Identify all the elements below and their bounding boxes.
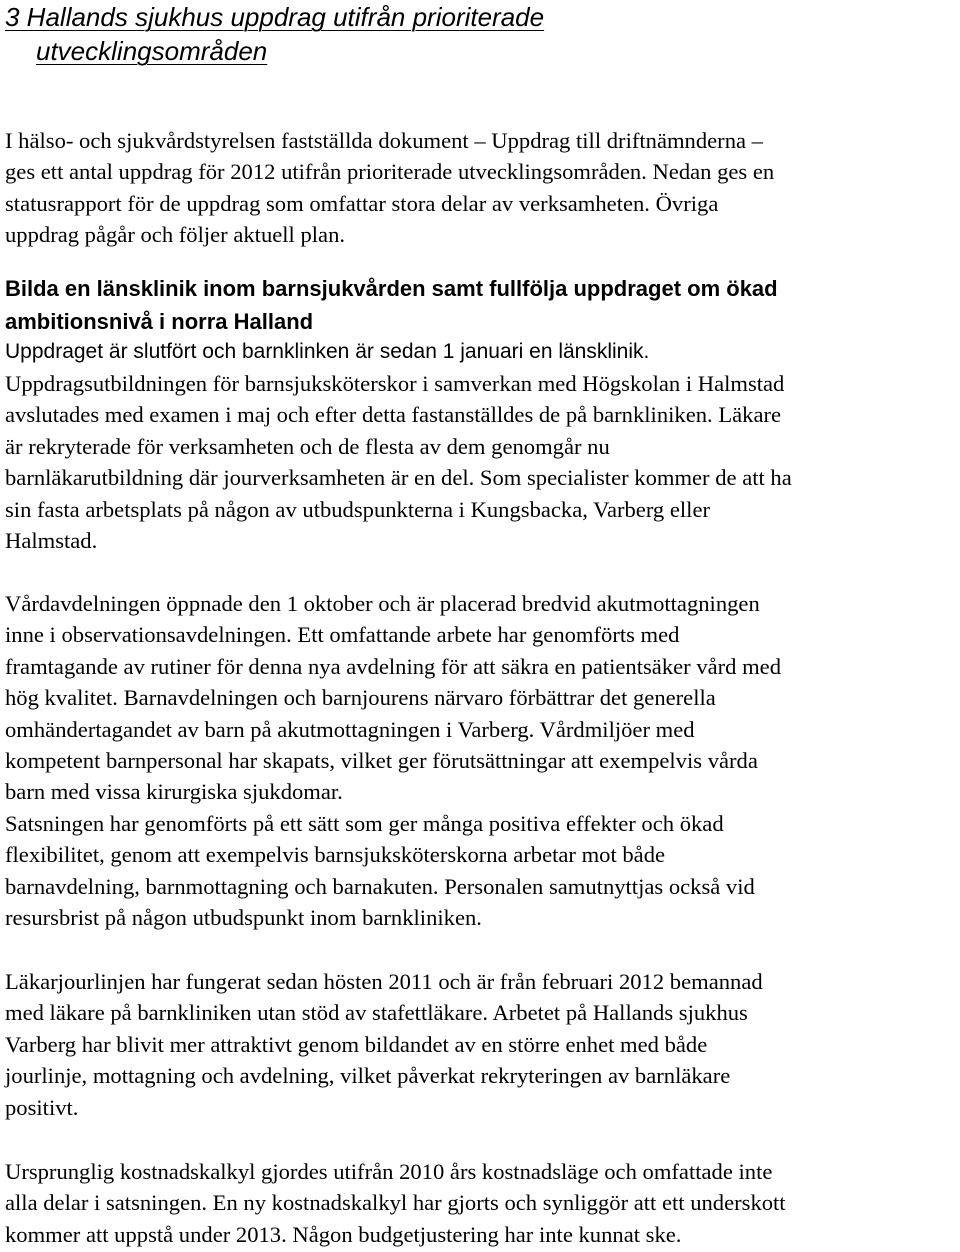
section-heading-line-1: 3 Hallands sjukhus uppdrag utifrån prioriterade: [5, 2, 545, 32]
intro-line: statusrapport för de uppdrag som omfattar stora delar av verksamheten. Övriga: [5, 190, 719, 216]
paragraph-line: Ursprunglig kostnadskalkyl gjordes utifrån 2010 års kostnadsläge och omfattade inte: [5, 1159, 773, 1184]
intro-line: ges ett antal uppdrag för 2012 utifrån prioriterade utvecklingsområden. Nedan ges en: [5, 159, 775, 185]
paragraph-line: Läkarjourlinjen har fungerat sedan hösten 2011 och är från februari 2012 bemannad: [5, 969, 763, 994]
paragraph-line: inne i observationsavdelningen. Ett omfattande arbete har genomförts med: [5, 622, 680, 648]
paragraph-line: barn med vissa kirurgiska sjukdomar.: [5, 779, 343, 805]
paragraph-on-call: [5, 966, 960, 1123]
status-line: [5, 336, 960, 367]
paragraph-line: flexibilitet, genom att exempelvis barnsjuksköterskorna arbetar mot både: [5, 842, 666, 868]
paragraph-line: positivt.: [5, 1094, 79, 1120]
paragraph-line: Uppdragsutbildningen för barnsjuksköterskor i samverkan med Högskolan i Halmstad: [5, 371, 785, 396]
paragraph-line: Halmstad.: [5, 528, 98, 554]
paragraph-line: är rekryterade för verksamheten och de flesta av dem genomgår nu: [5, 433, 610, 459]
status-text: Uppdraget är slutfört och barnklinken är sedan 1 januari en länsklinik.: [5, 340, 650, 363]
paragraph-line: omhändertagandet av barn på akutmottagningen i Varberg. Vårdmiljöer med: [5, 716, 695, 742]
intro-paragraph: [5, 125, 960, 251]
intro-line: I hälso- och sjukvårdstyrelsen fastställda dokument – Uppdrag till driftnämnderna –: [5, 128, 763, 153]
paragraph-line: framtagande av rutiner för denna nya avdelning för att säkra en patientsäker vård med: [5, 653, 782, 679]
subheading-line: ambitionsnivå i norra Halland: [5, 309, 314, 334]
paragraph-line: Vårdavdelningen öppnade den 1 oktober och är placerad bredvid akutmottagningen: [5, 591, 760, 616]
paragraph-line: Satsningen har genomförts på ett sätt som ger många positiva effekter och ökad: [5, 810, 724, 836]
paragraph-line: sin fasta arbetsplats på någon av utbudspunkterna i Kungsbacka, Varberg eller: [5, 496, 711, 522]
section-heading-line-2: utvecklingsområden: [36, 36, 268, 66]
paragraph-line: resursbrist på någon utbudspunkt inom barnkliniken.: [5, 905, 482, 931]
paragraph-line: jourlinje, mottagning och avdelning, vilket påverkat rekryteringen av barnläkare: [5, 1063, 731, 1089]
paragraph-line: kompetent barnpersonal har skapats, vilket ger förutsättningar att exempelvis vårda: [5, 748, 758, 774]
paragraph-line: barnavdelning, barnmottagning och barnakuten. Personalen samutnyttjas också vid: [5, 873, 755, 899]
paragraph-line: avslutades med examen i maj och efter detta fastanställdes de på barnkliniken. Läkare: [5, 402, 782, 428]
paragraph-line: kommer att uppstå under 2013. Någon budgetjustering har inte kunnat ske.: [5, 1221, 682, 1247]
paragraph-line: alla delar i satsningen. En ny kostnadskalkyl har gjorts och synliggör att ett underskott: [5, 1190, 786, 1216]
paragraph-line: barnläkarutbildning där jourverksamheten är en del. Som specialister kommer de att ha: [5, 465, 792, 491]
paragraph-line: Varberg har blivit mer attraktivt genom bildandet av en större enhet med både: [5, 1031, 708, 1057]
paragraph-budget: [5, 1156, 960, 1250]
paragraph-line: hög kvalitet. Barnavdelningen och barnjourens närvaro förbättrar det generella: [5, 685, 716, 711]
subheading-line: Bilda en länsklinik inom barnsjukvården samt fullfölja uppdraget om ökad: [5, 276, 778, 301]
paragraph-ward: [5, 588, 960, 933]
intro-line: uppdrag pågår och följer aktuell plan.: [5, 222, 346, 248]
assignment-subheading: [5, 272, 960, 338]
paragraph-line: med läkare på barnkliniken utan stöd av stafettläkare. Arbetet på Hallands sjukhus: [5, 1000, 748, 1026]
section-heading: [5, 0, 955, 68]
paragraph-education: [5, 368, 960, 556]
